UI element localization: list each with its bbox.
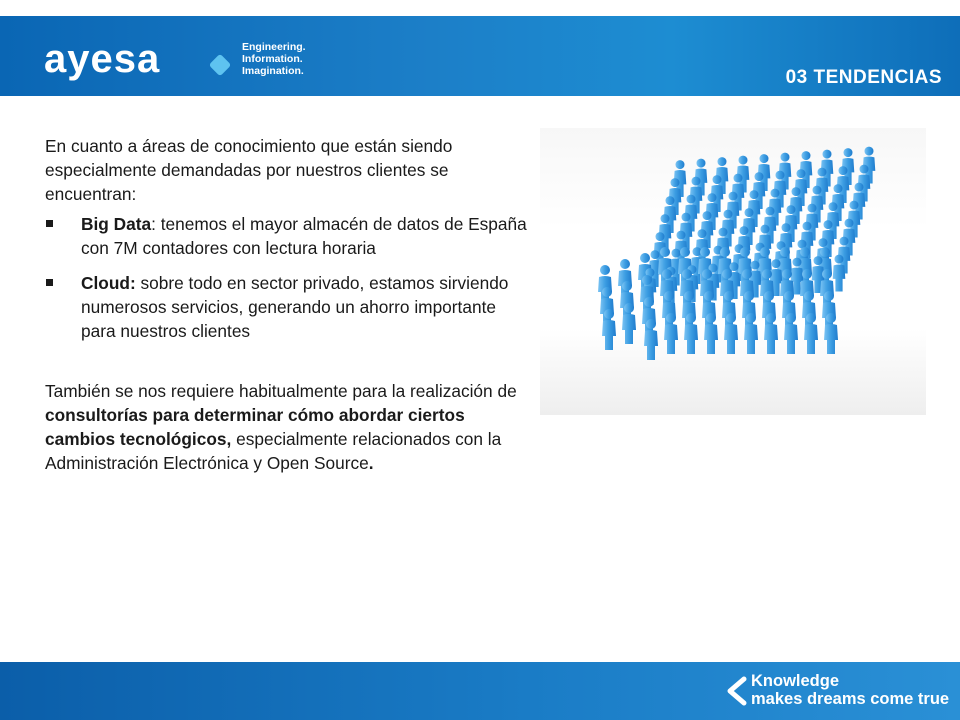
footer-slogan: [751, 672, 949, 708]
people-arrow-image: [540, 128, 926, 415]
crowd-arrow-illustration: [540, 128, 926, 415]
square-bullet-icon: [46, 220, 53, 227]
top-margin: [0, 0, 960, 16]
bullet-text: sobre todo en sector privado, estamos sirviendo numerosos servicios, generando un ahorro importante para nuestros clientes: [81, 273, 509, 341]
bullet-list: [45, 212, 533, 343]
slogan-line: Knowledge: [751, 672, 840, 690]
logo-wordmark: ayesa: [44, 37, 161, 81]
slide-body: [45, 134, 533, 475]
closing-text-start: También se nos requiere habitualmente para la realización de: [45, 381, 517, 401]
logo-diamond-icon: [209, 54, 232, 77]
bullet-bold-term: Big Data: [81, 214, 152, 234]
footer-bar: [0, 662, 960, 720]
logo-tagline: [242, 41, 306, 77]
closing-paragraph: [45, 379, 533, 475]
bullet-bold-term: Cloud:: [81, 273, 136, 293]
closing-text-end: especialmente relacionados con la Administración Electrónica y Open Source: [45, 429, 502, 473]
intro-paragraph: En cuanto a áreas de conocimiento que están siendo especialmente demandadas por nuestros clientes se encuentran:: [45, 136, 453, 204]
bullet-item: [45, 212, 533, 260]
knowledge-logo-icon: [722, 675, 748, 707]
section-title: 03 TENDENCIAS: [785, 67, 942, 88]
closing-bold: consultorías para determinar cómo abordar ciertos cambios tecnológicos,: [45, 405, 465, 449]
header-bar: [0, 16, 960, 96]
slogan-line: makes dreams come true: [751, 690, 950, 708]
closing-period: .: [368, 453, 374, 473]
bullet-item: [45, 271, 533, 343]
bullet-text: : tenemos el mayor almacén de datos de España con 7M contadores con lectura horaria: [81, 214, 527, 258]
square-bullet-icon: [46, 279, 53, 286]
tagline-line: Engineering.: [242, 41, 306, 53]
tagline-line: Information.: [242, 53, 303, 65]
tagline-line: Imagination.: [242, 65, 304, 77]
